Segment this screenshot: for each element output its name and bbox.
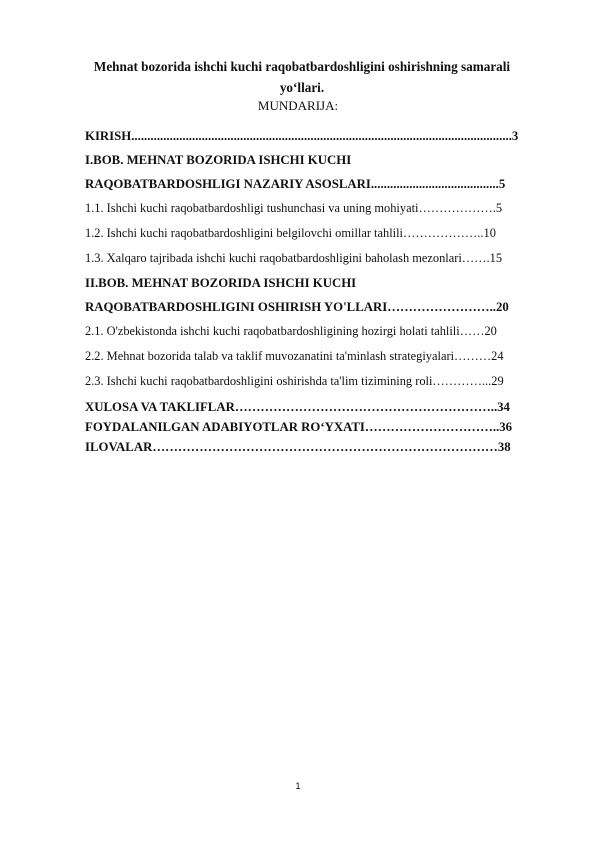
contents-heading: MUNDARIJA: xyxy=(257,98,339,113)
toc-entry-section-1-3: 1.3. Xalqaro tajribada ishchi kuchi raqobatbardoshligini baholash mezonlari…….15 xyxy=(85,251,503,265)
toc-entry-section-2-2: 2.2. Mehnat bozorida talab va taklif muvozanatini ta'minlash strategiyalari………24 xyxy=(85,349,504,363)
toc-entry-chapter-2-line-1: II.BOB. MEHNAT BOZORIDA ISHCHI KUCHI xyxy=(85,276,357,290)
toc-entry-section-1-2: 1.2. Ishchi kuchi raqobatbardoshligini belgilovchi omillar tahlili………………..10 xyxy=(85,226,496,240)
page-number: 1 xyxy=(295,781,301,792)
toc-entry-section-2-1: 2.1. O'zbekistonda ishchi kuchi raqobatbardoshligining hozirgi holati tahlili……20 xyxy=(85,324,497,338)
toc-entry-introduction: KIRISH.......................................................................................................................3 xyxy=(85,129,519,143)
toc-entry-chapter-1-line-1: I.BOB. MEHNAT BOZORIDA ISHCHI KUCHI xyxy=(85,153,352,167)
toc-entry-section-1-1: 1.1. Ishchi kuchi raqobatbardoshligi tushunchasi va uning mohiyati……………….5 xyxy=(85,201,503,215)
toc-entry-chapter-1-line-2: RAQOBATBARDOSHLIGI NAZARIY ASOSLARI........................................5 xyxy=(85,177,506,191)
toc-entry-conclusion: XULOSA VA TAKLIFLAR……………………………………………………..34 xyxy=(85,400,510,414)
toc-entry-chapter-2-line-2: RAQOBATBARDOSHLIGINI OSHIRISH YO'LLARI……………………..20 xyxy=(85,300,509,314)
document-title: Mehnat bozorida ishchi kuchi raqobatbardoshligini oshirishning samarali yo‘llari. xyxy=(93,59,511,95)
toc-entry-references: FOYDALANILGAN ADABIYOTLAR RO‘YXATI…………………………..36 xyxy=(85,420,513,434)
toc-entry-appendices: ILOVALAR………………………………………………………………………38 xyxy=(85,440,511,454)
toc-entry-section-2-3: 2.3. Ishchi kuchi raqobatbardoshligini oshirishda ta'lim tizimining roli…………...29 xyxy=(85,374,504,388)
